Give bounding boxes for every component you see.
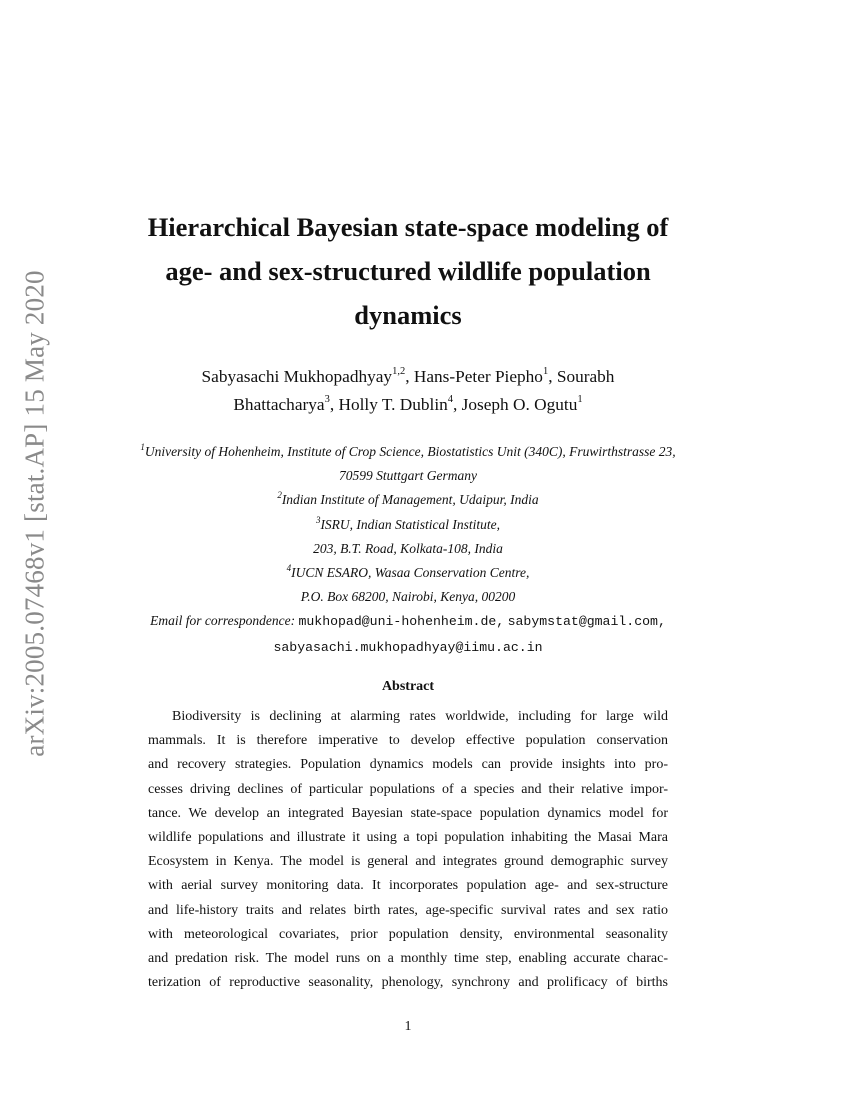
author-name: Bhattacharya <box>233 395 325 414</box>
abstract-line: with aerial survey monitoring data. It incorporates population age- and sex-structure <box>148 878 668 894</box>
affiliation-line: 70599 Stuttgart Germany <box>339 468 477 484</box>
author-name: , Sourabh <box>548 367 615 386</box>
author-affiliation-marker: 1 <box>577 394 583 405</box>
author-line <box>108 391 708 419</box>
arxiv-identifier-text: arXiv:2005.07468v1 [stat.AP] 15 May 2020 <box>19 269 50 757</box>
affiliation-line: 203, B.T. Road, Kolkata-108, India <box>313 540 503 556</box>
arxiv-identifier-stamp <box>20 258 50 768</box>
abstract-line: tance. We develop an integrated Bayesian state-space population dynamics model for <box>148 805 668 821</box>
author-line <box>108 363 708 391</box>
email-link[interactable]: sabymstat@gmail.com, <box>507 614 666 630</box>
author-affiliation-marker: 4 <box>447 394 454 405</box>
paper-title <box>108 205 708 337</box>
abstract-line: wildlife populations and illustrate it using a topi population inhabiting the Masai Mara <box>148 829 668 845</box>
affiliation-number: 1 <box>140 442 145 452</box>
abstract-body <box>148 705 668 995</box>
affiliation-number: 3 <box>315 514 321 525</box>
affiliation-line: $^3$ISRU, Indian Statistical Institute, <box>315 514 501 532</box>
abstract-line: cesses driving declines of particular populations of a species and their relative impor- <box>148 781 668 797</box>
author-name: , Joseph O. Ogutu <box>453 395 578 414</box>
correspondence-label: Email for correspondence: <box>150 613 299 629</box>
abstract-heading: Abstract <box>381 679 435 694</box>
author-name: , Hans-Peter Piepho <box>405 367 543 386</box>
abstract-line: mammals. It is therefore imperative to develop effective population conservation <box>148 733 668 749</box>
author-list <box>108 363 708 419</box>
affiliation-number: 4 <box>286 563 292 574</box>
correspondence-line <box>90 635 726 660</box>
page-number: 1 <box>404 1019 412 1034</box>
affiliation-line: $^2$Indian Institute of Management, Udaipur, India <box>277 490 539 508</box>
email-link[interactable]: mukhopad@uni-hohenheim.de, <box>298 614 505 630</box>
abstract-line: Ecosystem in Kenya. The model is general and integrates ground demographic survey <box>148 854 668 870</box>
abstract-line: and life-history traits and relates birth rates, age-specific survival rates and sex ratio <box>148 902 668 918</box>
abstract-line: and recovery strategies. Population dynamics models can provide insights into pro- <box>148 757 668 773</box>
affiliation-number: 2 <box>277 490 282 501</box>
author-name: , Holly T. Dublin <box>329 395 448 414</box>
author-name: Sabyasachi Mukhopadhyay <box>201 367 393 386</box>
author-affiliation-marker: 1 <box>542 366 549 377</box>
abstract-line: Biodiversity is declining at alarming rates worldwide, including for large wild <box>172 709 668 724</box>
title-line: Hierarchical Bayesian state-space modeling of <box>147 212 669 242</box>
affiliation-line: P.O. Box 68200, Nairobi, Kenya, 00200 <box>300 589 516 605</box>
title-line: dynamics <box>354 300 462 330</box>
affiliation-line: $^1$University of Hohenheim, Institute of Crop Science, Biostatistics Unit (340C), Fruwirthstrasse 23, <box>140 442 676 459</box>
correspondence-line <box>90 609 726 634</box>
abstract-line: with meteorological covariates, prior population density, environmental seasonality <box>148 926 668 942</box>
author-affiliation-marker: 3 <box>324 394 330 405</box>
email-link[interactable]: sabyasachi.mukhopadhyay@iimu.ac.in <box>273 639 543 655</box>
affiliation-line: $^4$IUCN ESARO, Wasaa Conservation Centre, <box>286 563 530 581</box>
abstract-line: terization of reproductive seasonality, phenology, synchrony and prolificacy of births <box>148 975 668 991</box>
abstract-line: and predation risk. The model runs on a monthly time step, enabling accurate charac- <box>148 950 668 966</box>
affiliations-block <box>90 440 726 660</box>
title-line: age- and sex-structured wildlife population <box>165 256 651 286</box>
author-affiliation-marker: 1,2 <box>392 366 406 377</box>
